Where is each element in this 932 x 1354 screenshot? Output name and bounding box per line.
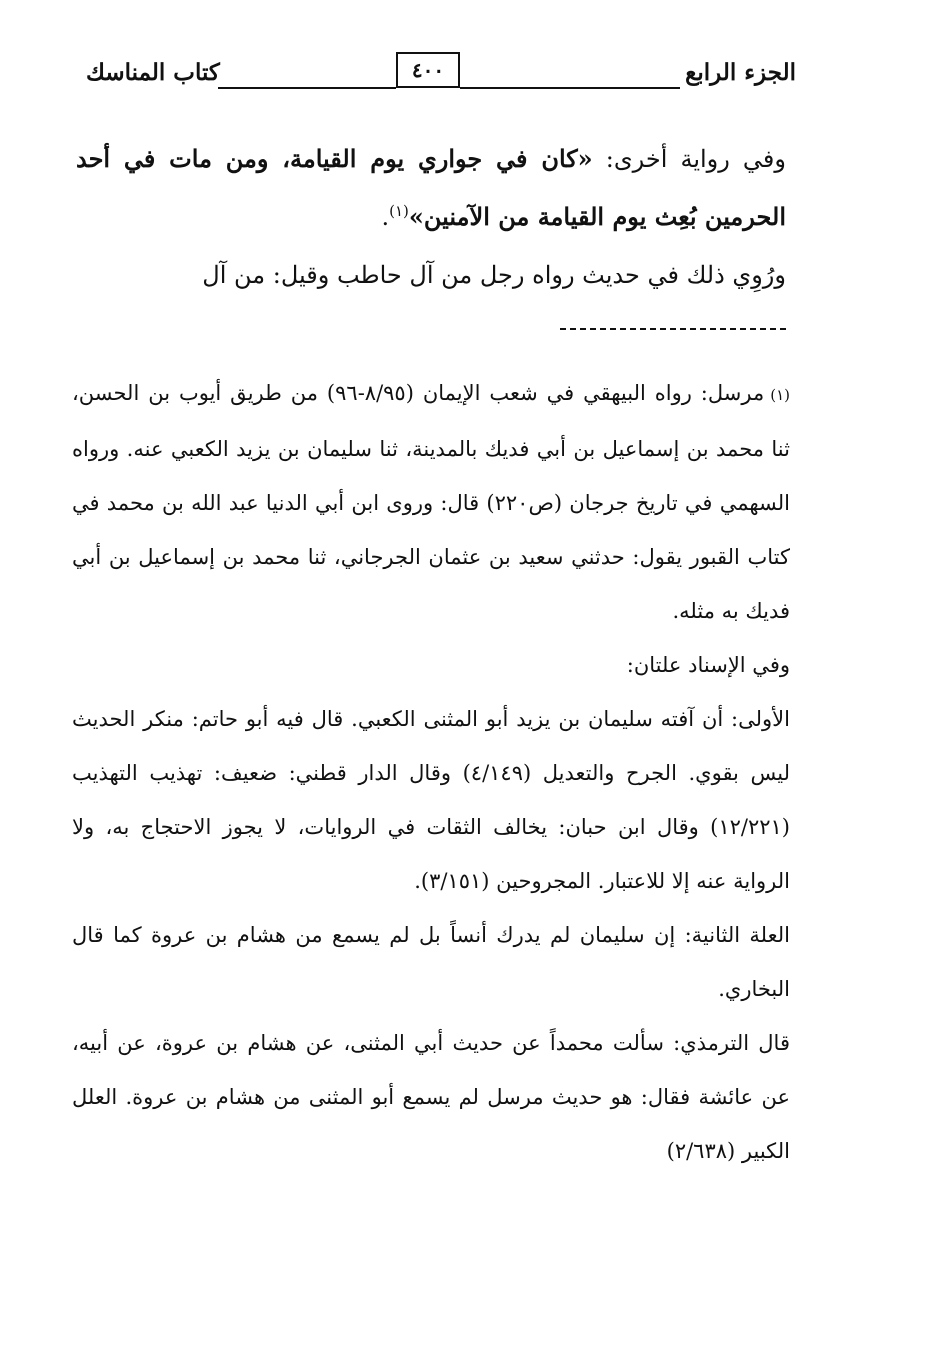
main-text	[76, 130, 786, 304]
footnote-paragraph-4: العلة الثانية: إن سليمان لم يدرك أنساً بل لم يسمع من هشام بن عروة كما قال البخاري.	[72, 923, 790, 1001]
footnote-paragraph-2: وفي الإسناد علتان:	[626, 653, 790, 677]
part-title: الجزء الرابع	[685, 59, 796, 86]
header-rule-left	[218, 87, 396, 89]
body-paragraph-1	[76, 130, 786, 246]
hadith-quote: «كان في جواري يوم القيامة، ومن مات في أحد الحرمين بُعِث يوم القيامة من الآمنين»	[76, 144, 786, 231]
footnote-1	[72, 366, 790, 638]
footnote-marker: (١)	[770, 386, 790, 404]
running-header	[70, 52, 800, 102]
paragraph-intro: وفي رواية أخرى:	[592, 145, 786, 173]
footnote-paragraph-5: قال الترمذي: سألت محمداً عن حديث أبي المثنى، عن هشام بن عروة، عن أبيه، عن عائشة فقال: هو حديث مرسل لم يسمع أبو المثنى من هشام بن عروة. العلل الكبير (٢/٦٣٨)	[72, 1031, 790, 1163]
footnote-reference: (١)	[389, 202, 409, 220]
footnote-1-text: مرسل: رواه البيهقي في شعب الإيمان (٨/٩٥-٩٦) من طريق أيوب بن الحسن، ثنا محمد بن إسماعيل بن أبي فديك بالمدينة، ثنا سليمان بن يزيد الكعبي عنه. ورواه السهمي في تاريخ جرجان (ص٢٢٠) قال: وروى ابن أبي الدنيا عبد الله بن محمد في كتاب القبور يقول: حدثني سعيد بن عثمان الجرجاني، ثنا محمد بن إسماعيل بن أبي فديك به مثله.	[72, 381, 790, 623]
body-paragraph-2: ورُوِي ذلك في حديث رواه رجل من آل حاطب وقيل: من آل	[202, 261, 786, 289]
page-number: ٤٠٠	[396, 52, 460, 88]
header-rule-right	[460, 87, 680, 89]
footnotes	[72, 366, 790, 1178]
footnote-separator	[560, 328, 786, 330]
paragraph-end: .	[381, 203, 390, 231]
footnote-paragraph-3: الأولى: أن آفته سليمان بن يزيد أبو المثنى الكعبي. قال فيه أبو حاتم: منكر الحديث ليس بقوي. الجرح والتعديل (٤/١٤٩) وقال الدار قطني: ضعيف: تهذيب التهذيب (١٢/٢٢١) وقال ابن حبان: يخالف الثقات في الروايات، لا يجوز الاحتجاج به، ولا الرواية عنه إلا للاعتبار. المجروحين (٣/١٥١).	[72, 707, 790, 893]
book-title: كتاب المناسك	[86, 59, 220, 86]
